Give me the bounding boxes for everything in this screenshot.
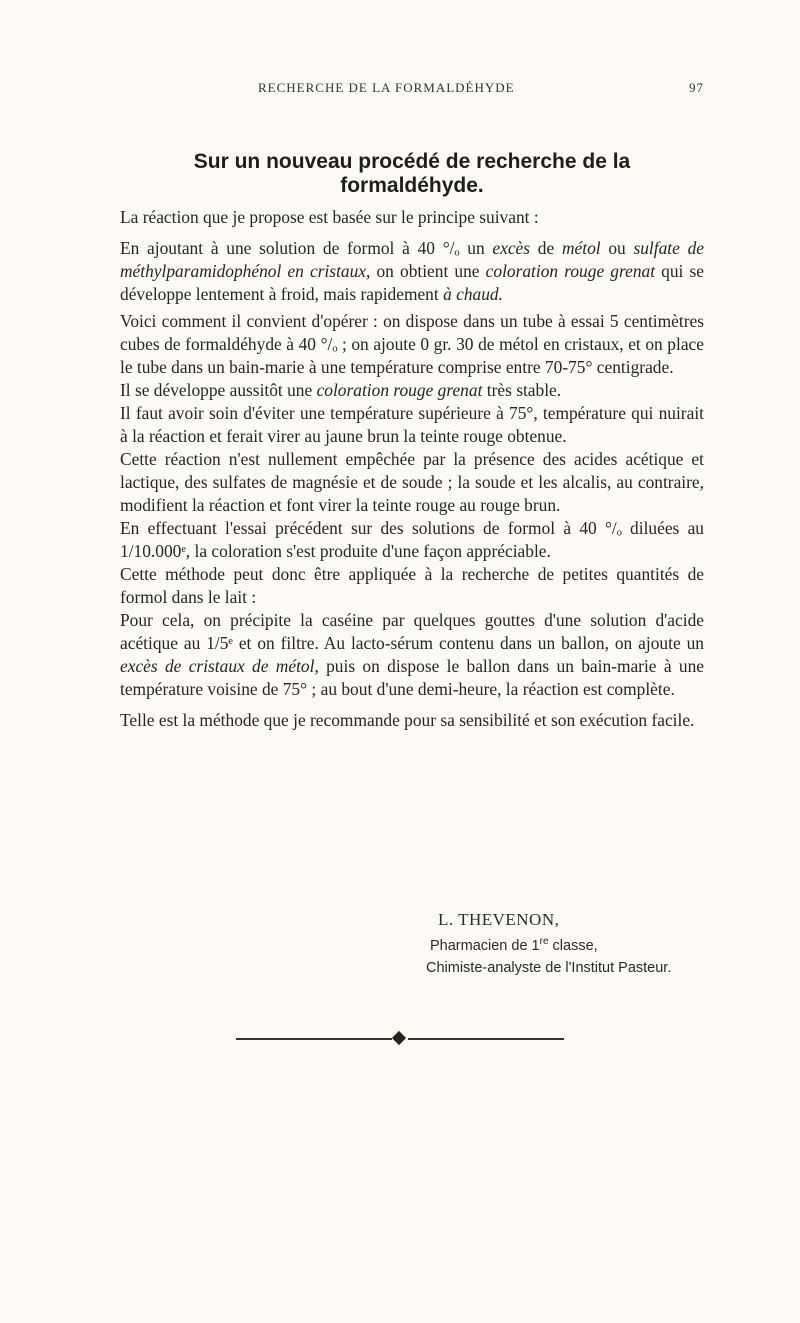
paragraph-dilution: En effectuant l'essai précédent sur des solutions de formol à 40 °/ₒ diluées au 1/10.000ᵉ, la coloration s'est produite d'une façon appréciable. — [120, 518, 704, 561]
divider-rule-left — [236, 1038, 392, 1040]
paragraph-milk: Cette méthode peut donc être appliquée à la recherche de petites quantités de formol dans le lait : — [120, 564, 704, 607]
author-affiliation: Chimiste-analyste de l'Institut Pasteur. — [426, 960, 672, 976]
author-title: Pharmacien de 1re classe, — [430, 936, 598, 954]
author-name: L. THEVENON, — [438, 910, 560, 929]
running-title: RECHERCHE DE LA FORMALDÉHYDE — [258, 80, 515, 95]
paragraph-principle: En ajoutant à une solution de formol à 40 °/ₒ un excès de métol ou sulfate de méthylparamidophénol en cristaux, on obtient une coloration rouge grenat qui se développe lentement à froid, mais rapidement à chaud. — [120, 238, 704, 304]
paragraph-intro: La réaction que je propose est basée sur le principe suivant : — [120, 207, 539, 227]
paragraph-method: Pour cela, on précipite la caséine par quelques gouttes d'une solution d'acide acétique au 1/5ᵉ et on filtre. Au lacto-sérum contenu dans un ballon, on ajoute un excès de cristaux de métol, puis on dispose le ballon dans un bain-marie à une température voisine de 75° ; au bout d'une demi-heure, la réaction est complète. — [120, 610, 705, 699]
divider-rule-right — [408, 1038, 564, 1040]
article-title: Sur un nouveau procédé de recherche de la formaldéhyde. — [193, 150, 631, 197]
page-number: 97 — [689, 80, 704, 95]
diamond-icon — [392, 1031, 406, 1045]
paragraph-conclusion: Telle est la méthode que je recommande pour sa sensibilité et son exécution facile. — [120, 710, 695, 730]
paragraph-acids: Cette réaction n'est nullement empêchée par la présence des acides acétique et lactique, des sulfates de magnésie et de soude ; la soude et les alcalis, au contraire, modifient la réaction et font virer la teinte rouge au rouge brun. — [120, 449, 704, 515]
paragraph-procedure: Voici comment il convient d'opérer : on dispose dans un tube à essai 5 centimètres cubes de formaldéhyde à 40 °/ₒ ; on ajoute 0 gr. 30 de métol en cristaux, et on place le tube dans un bain-marie à une température comprise entre 70-75° centigrade. — [120, 311, 704, 377]
paragraph-coloration: Il se développe aussitôt une coloration rouge grenat très stable. — [120, 380, 562, 400]
paragraph-temperature: Il faut avoir soin d'éviter une température supérieure à 75°, température qui nuirait à la réaction et ferait virer au jaune brun la teinte rouge obtenue. — [120, 403, 704, 446]
ornamental-divider — [236, 1032, 564, 1046]
article-body — [120, 206, 704, 732]
